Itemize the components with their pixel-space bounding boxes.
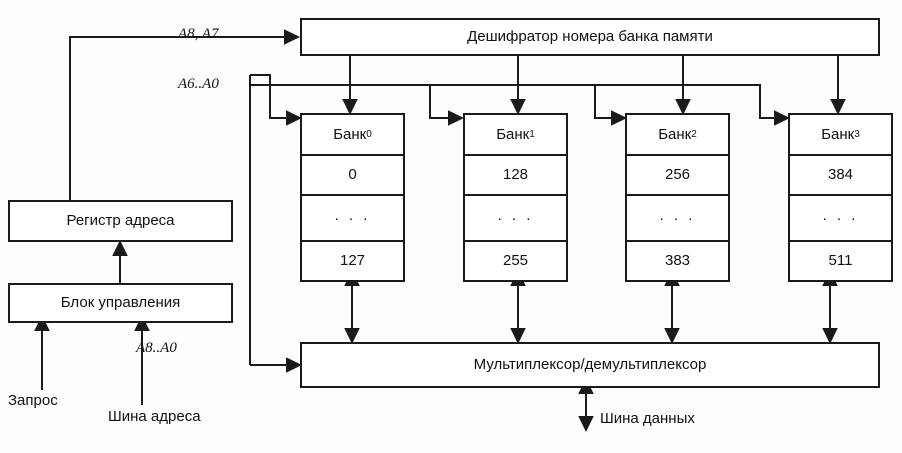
label-high-address-bits: A8, A7 bbox=[178, 26, 219, 42]
bank-2-title bbox=[627, 115, 728, 156]
bank-2-first: 256 bbox=[627, 156, 728, 197]
bank-3-name: Банк bbox=[821, 125, 855, 143]
block-address-register bbox=[8, 200, 233, 242]
bank-0-dots: . . . bbox=[302, 196, 403, 242]
bank-3-index: 3 bbox=[854, 128, 860, 140]
bank-1-index: 1 bbox=[529, 128, 535, 140]
bank-1-dots: . . . bbox=[465, 196, 566, 242]
bank-3-title bbox=[790, 115, 891, 156]
memory-bank-0 bbox=[300, 113, 405, 282]
bank-2-name: Банк bbox=[658, 125, 692, 143]
bank-0-name: Банк bbox=[333, 125, 367, 143]
block-control-unit-label: Блок управления bbox=[60, 293, 181, 311]
bank-3-last: 511 bbox=[828, 252, 853, 270]
block-decoder bbox=[300, 18, 880, 56]
block-multiplexer bbox=[300, 342, 880, 388]
bank-1-name: Банк bbox=[496, 125, 530, 143]
bank-0-index: 0 bbox=[366, 128, 372, 140]
memory-bank-3 bbox=[788, 113, 893, 282]
label-full-address: A8..A0 bbox=[136, 340, 177, 356]
label-address-bus: Шина адреса bbox=[108, 408, 201, 425]
label-data-bus: Шина данных bbox=[600, 410, 695, 427]
bank-1-title bbox=[465, 115, 566, 156]
bank-0-title bbox=[302, 115, 403, 156]
bank-0-first: 0 bbox=[302, 156, 403, 197]
block-multiplexer-label: Мультиплексор/демультиплексор bbox=[473, 355, 707, 373]
block-address-register-label: Регистр адреса bbox=[66, 211, 175, 229]
bank-2-index: 2 bbox=[691, 128, 697, 140]
bank-3-dots: . . . bbox=[790, 196, 891, 242]
bank-0-last: 127 bbox=[339, 252, 366, 270]
block-decoder-label: Дешифратор номера банка памяти bbox=[467, 27, 713, 45]
label-request: Запрос bbox=[8, 392, 58, 409]
memory-bank-1 bbox=[463, 113, 568, 282]
bank-2-last: 383 bbox=[664, 252, 691, 270]
label-low-address-bits: A6..A0 bbox=[178, 76, 219, 92]
bank-2-dots: . . . bbox=[627, 196, 728, 242]
bank-3-first: 384 bbox=[790, 156, 891, 197]
block-control-unit bbox=[8, 283, 233, 323]
bank-1-first: 128 bbox=[465, 156, 566, 197]
memory-bank-2 bbox=[625, 113, 730, 282]
bank-1-last: 255 bbox=[502, 252, 529, 270]
